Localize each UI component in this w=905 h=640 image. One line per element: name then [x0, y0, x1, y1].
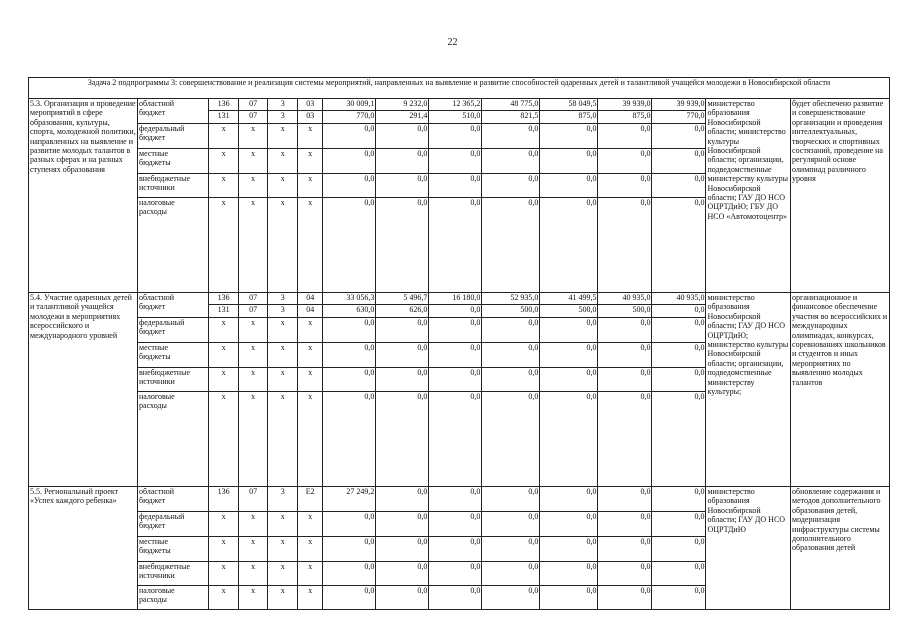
budget-code: x: [209, 343, 239, 368]
activity-name: 5.3. Организация и проведение мероприятий в сфере образования, культуры, спорта, молодежной политики, направленных на выявление и развитие молодых талантов в разных сферах и на разных ступенях образования: [29, 99, 138, 293]
funding-source: налоговые расходы: [138, 586, 209, 610]
amount-cell: 0,0: [652, 174, 706, 198]
amount-cell: 0,0: [540, 586, 598, 610]
amount-cell: 0,0: [376, 174, 429, 198]
amount-cell: 0,0: [598, 343, 652, 368]
funding-source: местные бюджеты: [138, 343, 209, 368]
budget-code: 131: [209, 305, 239, 318]
amount-cell: 16 180,0: [429, 293, 482, 305]
budget-code: x: [297, 368, 322, 392]
budget-code: x: [209, 586, 239, 610]
amount-cell: 0,0: [323, 149, 376, 174]
amount-cell: 0,0: [540, 343, 598, 368]
amount-cell: 500,0: [482, 305, 540, 318]
budget-code: x: [297, 174, 322, 198]
amount-cell: 0,0: [429, 124, 482, 149]
budget-code: x: [238, 537, 268, 562]
budget-code: x: [297, 586, 322, 610]
page-number: 22: [447, 37, 458, 48]
budget-code: x: [238, 124, 268, 149]
amount-cell: 626,0: [376, 305, 429, 318]
amount-cell: 0,0: [429, 368, 482, 392]
budget-code: x: [238, 198, 268, 293]
budget-code: 07: [238, 111, 268, 124]
amount-cell: 0,0: [482, 198, 540, 293]
amount-cell: 0,0: [540, 124, 598, 149]
budget-code: x: [238, 562, 268, 586]
budget-code: x: [268, 318, 298, 343]
amount-cell: 0,0: [482, 487, 540, 512]
amount-cell: 0,0: [540, 368, 598, 392]
expected-result: организационное и финансовое обеспечение участия во всероссийских и международных олимпиадах, конкурсах, соревнованиях школьников и студентов и иных мероприятиях по выявлению молодых талантов: [791, 293, 890, 487]
amount-cell: 0,0: [598, 174, 652, 198]
budget-code: 07: [238, 293, 268, 305]
table-row: [29, 293, 890, 305]
amount-cell: 0,0: [652, 305, 706, 318]
table-row: [29, 99, 890, 111]
amount-cell: 0,0: [482, 368, 540, 392]
budget-code: x: [209, 368, 239, 392]
budget-code: 04: [297, 293, 322, 305]
budget-code: x: [209, 562, 239, 586]
budget-code: 3: [268, 111, 298, 124]
amount-cell: 5 496,7: [376, 293, 429, 305]
amount-cell: 0,0: [540, 562, 598, 586]
amount-cell: 510,0: [429, 111, 482, 124]
budget-code: x: [209, 124, 239, 149]
budget-code: x: [209, 174, 239, 198]
budget-code: 136: [209, 99, 239, 111]
amount-cell: 41 499,5: [540, 293, 598, 305]
amount-cell: 0,0: [429, 392, 482, 487]
amount-cell: 0,0: [323, 318, 376, 343]
budget-code: x: [268, 392, 298, 487]
budget-code: x: [268, 124, 298, 149]
activity-name: 5.5. Региональный проект «Успех каждого ребенка»: [29, 487, 138, 610]
funding-source: федеральный бюджет: [138, 124, 209, 149]
program-activities-table: [28, 77, 890, 610]
budget-code: x: [297, 562, 322, 586]
budget-code: x: [209, 318, 239, 343]
budget-code: x: [297, 343, 322, 368]
amount-cell: 52 935,0: [482, 293, 540, 305]
amount-cell: 0,0: [323, 174, 376, 198]
budget-code: 04: [297, 305, 322, 318]
amount-cell: 0,0: [429, 537, 482, 562]
amount-cell: 9 232,0: [376, 99, 429, 111]
amount-cell: 0,0: [652, 512, 706, 537]
budget-code: 03: [297, 99, 322, 111]
amount-cell: 0,0: [323, 512, 376, 537]
budget-code: x: [209, 149, 239, 174]
amount-cell: 0,0: [482, 512, 540, 537]
amount-cell: 40 935,0: [652, 293, 706, 305]
budget-code: x: [268, 537, 298, 562]
amount-cell: 630,0: [323, 305, 376, 318]
budget-code: 3: [268, 487, 298, 512]
amount-cell: 48 775,0: [482, 99, 540, 111]
budget-code: x: [297, 198, 322, 293]
amount-cell: 0,0: [323, 368, 376, 392]
amount-cell: 291,4: [376, 111, 429, 124]
amount-cell: 0,0: [652, 537, 706, 562]
amount-cell: 0,0: [376, 318, 429, 343]
amount-cell: 0,0: [482, 149, 540, 174]
expected-result: будет обеспечено развитие и совершенствование организации и проведения интеллектуальных, творческих и спортивных состязаний, проведение на регулярной основе олимпиад различного уровня: [791, 99, 890, 293]
funding-source: внебюджетные источники: [138, 174, 209, 198]
budget-code: x: [238, 512, 268, 537]
funding-source: внебюджетные источники: [138, 562, 209, 586]
amount-cell: 0,0: [652, 124, 706, 149]
expected-result: обновление содержания и методов дополнительного образования детей, модернизация инфраструктуры системы дополнительного образования детей: [791, 487, 890, 610]
amount-cell: 0,0: [598, 198, 652, 293]
budget-code: x: [297, 318, 322, 343]
amount-cell: 12 365,2: [429, 99, 482, 111]
budget-code: 3: [268, 293, 298, 305]
budget-code: 3: [268, 99, 298, 111]
amount-cell: 0,0: [540, 487, 598, 512]
budget-code: x: [297, 537, 322, 562]
amount-cell: 0,0: [652, 198, 706, 293]
budget-code: x: [268, 198, 298, 293]
budget-code: E2: [297, 487, 322, 512]
budget-code: x: [238, 343, 268, 368]
amount-cell: 0,0: [429, 305, 482, 318]
amount-cell: 33 056,3: [323, 293, 376, 305]
budget-code: 07: [238, 487, 268, 512]
amount-cell: 0,0: [376, 368, 429, 392]
funding-source: налоговые расходы: [138, 198, 209, 293]
budget-code: x: [209, 198, 239, 293]
amount-cell: 0,0: [598, 562, 652, 586]
budget-code: 131: [209, 111, 239, 124]
budget-code: 136: [209, 487, 239, 512]
budget-code: x: [297, 392, 322, 487]
amount-cell: 0,0: [376, 392, 429, 487]
table-row: [29, 487, 890, 512]
amount-cell: 770,0: [323, 111, 376, 124]
amount-cell: 0,0: [323, 586, 376, 610]
budget-code: x: [268, 343, 298, 368]
budget-code: x: [297, 512, 322, 537]
budget-code: x: [209, 537, 239, 562]
amount-cell: 0,0: [482, 586, 540, 610]
funding-source: областной бюджет: [138, 487, 209, 512]
amount-cell: 0,0: [540, 174, 598, 198]
amount-cell: 0,0: [652, 149, 706, 174]
amount-cell: 0,0: [540, 512, 598, 537]
funding-source: федеральный бюджет: [138, 512, 209, 537]
funding-source: областной бюджет: [138, 99, 209, 124]
budget-code: x: [238, 174, 268, 198]
amount-cell: 0,0: [429, 343, 482, 368]
amount-cell: 821,5: [482, 111, 540, 124]
budget-code: 03: [297, 111, 322, 124]
amount-cell: 0,0: [652, 318, 706, 343]
amount-cell: 0,0: [323, 343, 376, 368]
amount-cell: 0,0: [323, 562, 376, 586]
amount-cell: 0,0: [376, 562, 429, 586]
amount-cell: 0,0: [598, 512, 652, 537]
amount-cell: 0,0: [652, 343, 706, 368]
activity-name: 5.4. Участие одаренных детей и талантливой учащейся молодежи в мероприятиях всероссийского и международного уровней: [29, 293, 138, 487]
responsible-organizations: министерство образования Новосибирской области; ГАУ ДО НСО ОЦРТДиЮ: [706, 487, 791, 610]
budget-code: x: [268, 174, 298, 198]
task-header: Задача 2 подпрограммы 3: совершенствование и реализация системы мероприятий, направленных на выявление и развитие способностей одаренных детей и талантливой учащейся молодежи в Новосибирской области: [29, 78, 890, 99]
amount-cell: 0,0: [376, 198, 429, 293]
amount-cell: 0,0: [598, 124, 652, 149]
amount-cell: 0,0: [323, 392, 376, 487]
amount-cell: 875,0: [540, 111, 598, 124]
amount-cell: 0,0: [376, 512, 429, 537]
budget-code: 07: [238, 99, 268, 111]
budget-code: x: [209, 512, 239, 537]
amount-cell: 0,0: [598, 149, 652, 174]
budget-code: x: [268, 149, 298, 174]
budget-code: 07: [238, 305, 268, 318]
amount-cell: 0,0: [540, 318, 598, 343]
amount-cell: 0,0: [598, 368, 652, 392]
budget-code: x: [268, 562, 298, 586]
budget-code: x: [209, 392, 239, 487]
amount-cell: 0,0: [482, 562, 540, 586]
amount-cell: 0,0: [598, 487, 652, 512]
funding-source: местные бюджеты: [138, 149, 209, 174]
budget-code: x: [297, 124, 322, 149]
amount-cell: 0,0: [429, 198, 482, 293]
task-header-row: [29, 78, 890, 99]
amount-cell: 0,0: [540, 392, 598, 487]
funding-source: федеральный бюджет: [138, 318, 209, 343]
amount-cell: 0,0: [540, 149, 598, 174]
budget-code: x: [268, 586, 298, 610]
budget-code: x: [238, 586, 268, 610]
responsible-organizations: министерство образования Новосибирской области; ГАУ ДО НСО ОЦРТДиЮ; министерство культуры Новосибирской области; организации, подведомственные министерству культуры;: [706, 293, 791, 487]
amount-cell: 500,0: [540, 305, 598, 318]
funding-source: налоговые расходы: [138, 392, 209, 487]
budget-code: 3: [268, 305, 298, 318]
amount-cell: 0,0: [376, 149, 429, 174]
amount-cell: 58 049,5: [540, 99, 598, 111]
amount-cell: 875,0: [598, 111, 652, 124]
budget-code: x: [238, 149, 268, 174]
amount-cell: 0,0: [652, 368, 706, 392]
budget-code: x: [238, 318, 268, 343]
amount-cell: 0,0: [652, 562, 706, 586]
amount-cell: 0,0: [598, 392, 652, 487]
amount-cell: 27 249,2: [323, 487, 376, 512]
amount-cell: 0,0: [376, 537, 429, 562]
amount-cell: 0,0: [482, 318, 540, 343]
amount-cell: 0,0: [429, 149, 482, 174]
amount-cell: 40 935,0: [598, 293, 652, 305]
amount-cell: 500,0: [598, 305, 652, 318]
amount-cell: 0,0: [652, 487, 706, 512]
amount-cell: 0,0: [482, 124, 540, 149]
amount-cell: 30 009,1: [323, 99, 376, 111]
amount-cell: 0,0: [429, 487, 482, 512]
amount-cell: 0,0: [376, 586, 429, 610]
budget-code: x: [268, 512, 298, 537]
amount-cell: 39 939,0: [598, 99, 652, 111]
amount-cell: 770,0: [652, 111, 706, 124]
budget-code: x: [297, 149, 322, 174]
amount-cell: 0,0: [652, 392, 706, 487]
budget-code: 136: [209, 293, 239, 305]
amount-cell: 0,0: [323, 124, 376, 149]
amount-cell: 0,0: [482, 174, 540, 198]
funding-source: местные бюджеты: [138, 537, 209, 562]
amount-cell: 0,0: [482, 343, 540, 368]
amount-cell: 0,0: [598, 586, 652, 610]
amount-cell: 0,0: [652, 586, 706, 610]
amount-cell: 0,0: [376, 487, 429, 512]
amount-cell: 0,0: [429, 512, 482, 537]
amount-cell: 0,0: [376, 124, 429, 149]
amount-cell: 0,0: [323, 198, 376, 293]
amount-cell: 0,0: [429, 586, 482, 610]
amount-cell: 0,0: [429, 562, 482, 586]
responsible-organizations: министерство образования Новосибирской области; министерство культуры Новосибирской области; организации, подведомственные министерству культуры Новосибирской области; ГАУ ДО НСО ОЦРТДиЮ; ГБУ ДО НСО «Автомотоцентр»: [706, 99, 791, 293]
funding-source: внебюджетные источники: [138, 368, 209, 392]
amount-cell: 0,0: [598, 537, 652, 562]
amount-cell: 39 939,0: [652, 99, 706, 111]
amount-cell: 0,0: [482, 392, 540, 487]
amount-cell: 0,0: [540, 537, 598, 562]
amount-cell: 0,0: [540, 198, 598, 293]
amount-cell: 0,0: [598, 318, 652, 343]
amount-cell: 0,0: [323, 537, 376, 562]
amount-cell: 0,0: [482, 537, 540, 562]
amount-cell: 0,0: [429, 174, 482, 198]
budget-code: x: [238, 392, 268, 487]
budget-code: x: [268, 368, 298, 392]
funding-source: областной бюджет: [138, 293, 209, 318]
amount-cell: 0,0: [376, 343, 429, 368]
budget-code: x: [238, 368, 268, 392]
amount-cell: 0,0: [429, 318, 482, 343]
